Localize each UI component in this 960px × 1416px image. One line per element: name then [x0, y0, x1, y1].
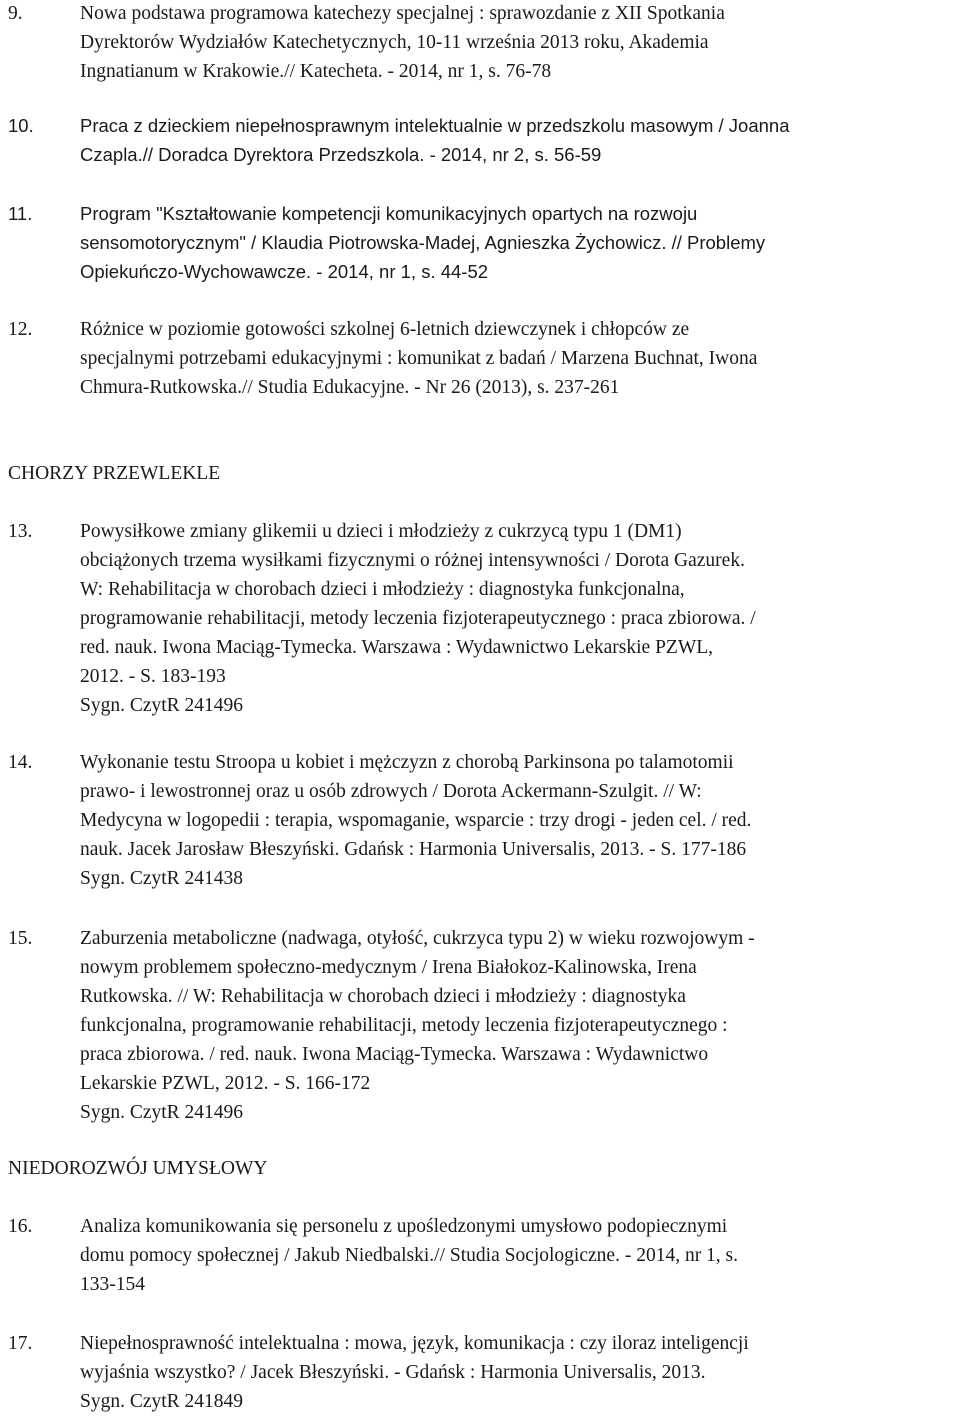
entry-line: praca zbiorowa. / red. nauk. Iwona Maciąg-Tymecka. Warszawa : Wydawnictwo — [80, 1044, 709, 1065]
entry-line: Rutkowska. // W: Rehabilitacja w chorobach dzieci i młodzieży : diagnostyka — [80, 986, 686, 1007]
entry-number: 15. — [8, 928, 33, 949]
entry-line: specjalnymi potrzebami edukacyjnymi : komunikat z badań / Marzena Buchnat, Iwona — [80, 348, 758, 369]
entry-line: Nowa podstawa programowa katechezy specjalnej : sprawozdanie z XII Spotkania — [80, 3, 725, 24]
entry-line: Sygn. CzytR 241496 — [80, 695, 244, 716]
bibliography-entry-16 — [8, 1212, 960, 1299]
entry-line: domu pomocy społecznej / Jakub Niedbalski.// Studia Socjologiczne. - 2014, nr 1, s. — [80, 1245, 739, 1266]
bibliography-entry-12 — [8, 315, 960, 402]
entry-line: Sygn. CzytR 241438 — [80, 868, 244, 889]
entry-number: 11. — [8, 203, 33, 224]
entry-line: Zaburzenia metaboliczne (nadwaga, otyłość, cukrzyca typu 2) w wieku rozwojowym - — [80, 928, 755, 949]
entry-line: prawo- i lewostronnej oraz u osób zdrowych / Dorota Ackermann-Szulgit. // W: — [80, 781, 702, 802]
entry-line: Program "Kształtowanie kompetencji komunikacyjnych opartych na rozwoju — [80, 203, 698, 224]
entry-line: Wykonanie testu Stroopa u kobiet i mężczyzn z chorobą Parkinsona po talamotomii — [80, 752, 734, 773]
entry-line: Sygn. CzytR 241496 — [80, 1102, 244, 1123]
entry-line: funkcjonalna, programowanie rehabilitacji, metody leczenia fizjoterapeutycznego : — [80, 1015, 728, 1036]
entry-line: Opiekuńczo-Wychowawcze. - 2014, nr 1, s. 44-52 — [80, 261, 489, 282]
bibliography-entry-10 — [8, 111, 960, 169]
entry-line: Analiza komunikowania się personelu z upośledzonymi umysłowo podopiecznymi — [80, 1216, 728, 1237]
entry-line: Lekarskie PZWL, 2012. - S. 166-172 — [80, 1073, 371, 1094]
bibliography-entry-17 — [8, 1329, 960, 1416]
bibliography-entry-15 — [8, 924, 960, 1127]
entry-line: Medycyna w logopedii : terapia, wspomaganie, wsparcie : trzy drogi - jeden cel. / red. — [80, 810, 752, 831]
entry-number: 10. — [8, 115, 34, 136]
entry-line: Czapla.// Doradca Dyrektora Przedszkola. - 2014, nr 2, s. 56-59 — [80, 144, 602, 165]
entry-line: wyjaśnia wszystko? / Jacek Błeszyński. - Gdańsk : Harmonia Universalis, 2013. — [80, 1362, 706, 1383]
entry-line: obciążonych trzema wysiłkami fizycznymi o różnej intensywności / Dorota Gazurek. — [80, 550, 745, 571]
section-heading-intellectual: NIEDOROZWÓJ UMYSŁOWY — [8, 1158, 268, 1179]
entry-line: W: Rehabilitacja w chorobach dzieci i młodzieży : diagnostyka funkcjonalna, — [80, 579, 685, 600]
entry-line: Sygn. CzytR 241849 — [80, 1391, 244, 1412]
entry-number: 12. — [8, 319, 33, 340]
bibliography-entry-14 — [8, 748, 960, 893]
entry-line: Dyrektorów Wydziałów Katechetycznych, 10-11 września 2013 roku, Akademia — [80, 32, 709, 53]
entry-line: Powysiłkowe zmiany glikemii u dzieci i młodzieży z cukrzycą typu 1 (DM1) — [80, 521, 682, 542]
entry-line: nowym problemem społeczno-medycznym / Irena Białokoz-Kalinowska, Irena — [80, 957, 697, 978]
entry-number: 14. — [8, 752, 33, 773]
entry-line: red. nauk. Iwona Maciąg-Tymecka. Warszawa : Wydawnictwo Lekarskie PZWL, — [80, 637, 714, 658]
entry-number: 16. — [8, 1216, 33, 1237]
bibliography-entry-9 — [8, 0, 960, 86]
section-heading-chronic: CHORZY PRZEWLEKLE — [8, 463, 221, 484]
entry-line: Ingnatianum w Krakowie.// Katecheta. - 2014, nr 1, s. 76-78 — [80, 61, 552, 82]
entry-line: Chmura-Rutkowska.// Studia Edukacyjne. - Nr 26 (2013), s. 237-261 — [80, 377, 620, 398]
entry-number: 9. — [8, 3, 23, 24]
entry-line: Praca z dzieckiem niepełnosprawnym intelektualnie w przedszkolu masowym / Joanna — [80, 115, 790, 136]
bibliography-entry-13 — [8, 517, 960, 720]
entry-line: 2012. - S. 183-193 — [80, 666, 226, 687]
entry-number: 17. — [8, 1333, 33, 1354]
entry-line: sensomotorycznym" / Klaudia Piotrowska-Madej, Agnieszka Żychowicz. // Problemy — [80, 232, 766, 253]
entry-line: nauk. Jacek Jarosław Błeszyński. Gdańsk : Harmonia Universalis, 2013. - S. 177-186 — [80, 839, 747, 860]
entry-line: Różnice w poziomie gotowości szkolnej 6-letnich dziewczynek i chłopców ze — [80, 319, 690, 340]
entry-line: programowanie rehabilitacji, metody leczenia fizjoterapeutycznego : praca zbiorowa. / — [80, 608, 756, 629]
bibliography-entry-11 — [8, 199, 960, 286]
entry-number: 13. — [8, 521, 33, 542]
entry-line: 133-154 — [80, 1274, 145, 1295]
entry-line: Niepełnosprawność intelektualna : mowa, język, komunikacja : czy iloraz inteligencji — [80, 1333, 749, 1354]
